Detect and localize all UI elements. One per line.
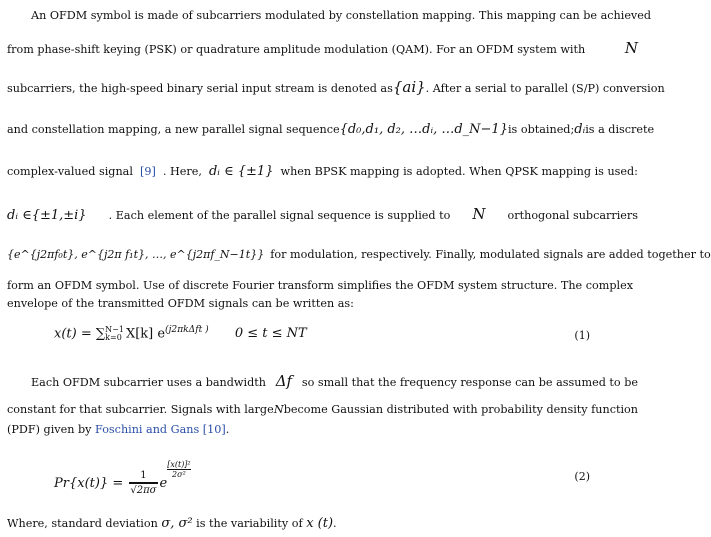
text: and constellation mapping, a new parallel signal sequence [7, 123, 340, 136]
math-sigma: σ, σ² [161, 516, 193, 531]
text: complex-valued signal [7, 165, 133, 178]
paragraph1-line4 [7, 122, 655, 137]
math-xt: x (t) [306, 516, 334, 531]
eq1-lhs: x(t) = [54, 326, 96, 342]
paragraph1-line5 [7, 165, 638, 179]
math-di: dᵢ [574, 122, 586, 137]
paragraph1-line3 [7, 78, 665, 96]
eq2-exp-denominator: 2σ² [172, 470, 186, 479]
equation-2 [0, 456, 642, 496]
sum-lower: k=0 [105, 332, 122, 342]
text: An OFDM symbol is made of subcarriers modulated by constellation mapping. This mapping can be achieved [31, 9, 652, 22]
paragraph1-line1 [31, 9, 652, 23]
text: form an OFDM symbol. Use of discrete Fourier transform simplifies the OFDM system structure. The complex [7, 279, 634, 292]
eq2-lhs: Pr{x(t)} = [54, 476, 128, 491]
equation-1-number: (1) [574, 329, 590, 342]
eq2-fraction [129, 470, 157, 497]
paragraph1-line6 [7, 207, 638, 223]
paragraph2-line2 [7, 403, 638, 417]
equation-1 [0, 325, 642, 349]
math-subcarriers: {e^{j2πf₀t}, e^{j2π f₁t}, …, e^{j2πf_N−1t}} [7, 248, 265, 261]
eq2-base: e [159, 476, 168, 491]
equation-2-body [54, 460, 191, 497]
text: constant for that subcarrier. Signals with large [7, 403, 274, 416]
math-N: N [472, 205, 486, 223]
eq1-range: 0 ≤ t ≤ NT [234, 326, 307, 342]
text: is the variability of [196, 517, 303, 530]
eq2-exponent [167, 460, 190, 479]
text: (PDF) given by [7, 423, 92, 436]
text: envelope of the transmitted OFDM signals can be written as: [7, 297, 354, 310]
math-delta-f: Δf [275, 372, 293, 390]
text: Where, standard deviation [7, 517, 158, 530]
text: so small that the frequency response can be assumed to be [301, 376, 638, 389]
paragraph2-line3 [7, 423, 638, 437]
text: . [333, 517, 337, 530]
closing-line [7, 517, 638, 531]
text: is obtained; [507, 123, 575, 136]
text: from phase-shift keying (PSK) or quadrature amplitude modulation (QAM). For an OFDM system with [7, 43, 586, 56]
math-N: N [624, 39, 638, 57]
paragraph1-line2 [7, 41, 638, 57]
eq1-exponent: (j2πkΔft ) [165, 325, 209, 335]
math-N: N [273, 403, 284, 416]
text: become Gaussian distributed with probability density function [283, 403, 638, 416]
eq1-term: X[k] e [125, 326, 166, 342]
text: when BPSK mapping is adopted. When QPSK mapping is used: [280, 165, 638, 178]
equation-2-number: (2) [574, 470, 590, 483]
math-ai: {ai} [392, 78, 426, 96]
text: is a discrete [585, 123, 655, 136]
citation-link[interactable]: [9] [139, 165, 156, 178]
sum-symbol: ∑ [95, 326, 106, 342]
paragraph1-line8 [7, 279, 638, 293]
text: orthogonal subcarriers [507, 209, 638, 222]
text: . After a serial to parallel (S/P) conversion [425, 82, 665, 95]
paragraph1-line9 [7, 297, 638, 311]
text: subcarriers, the high-speed binary serial input stream is denoted as [7, 82, 393, 95]
paragraph1-line7 [7, 248, 711, 262]
text: . Here, [162, 165, 202, 178]
paragraph2-line1 [31, 374, 638, 390]
text: . Each element of the parallel signal sequence is supplied to [108, 209, 451, 222]
text: Each OFDM subcarrier uses a bandwidth [31, 376, 266, 389]
math-di-bpsk: dᵢ ∈ {±1} [208, 164, 274, 179]
math-sequence: {d₀,d₁, d₂, …dᵢ, …d_N−1} [339, 122, 508, 137]
equation-1-body [54, 325, 307, 342]
citation-link[interactable]: Foschini and Gans [10] [95, 423, 226, 436]
text: . [225, 423, 230, 436]
eq2-denominator: √2πσ [130, 485, 157, 496]
sum-upper: N−1 [105, 324, 124, 334]
text: for modulation, respectively. Finally, modulated signals are added together to [270, 248, 711, 261]
math-di-qpsk: dᵢ ∈{±1,±i} [7, 208, 87, 223]
eq2-numerator: 1 [129, 470, 157, 483]
eq2-exp-numerator: [x(t)]² [167, 460, 191, 469]
